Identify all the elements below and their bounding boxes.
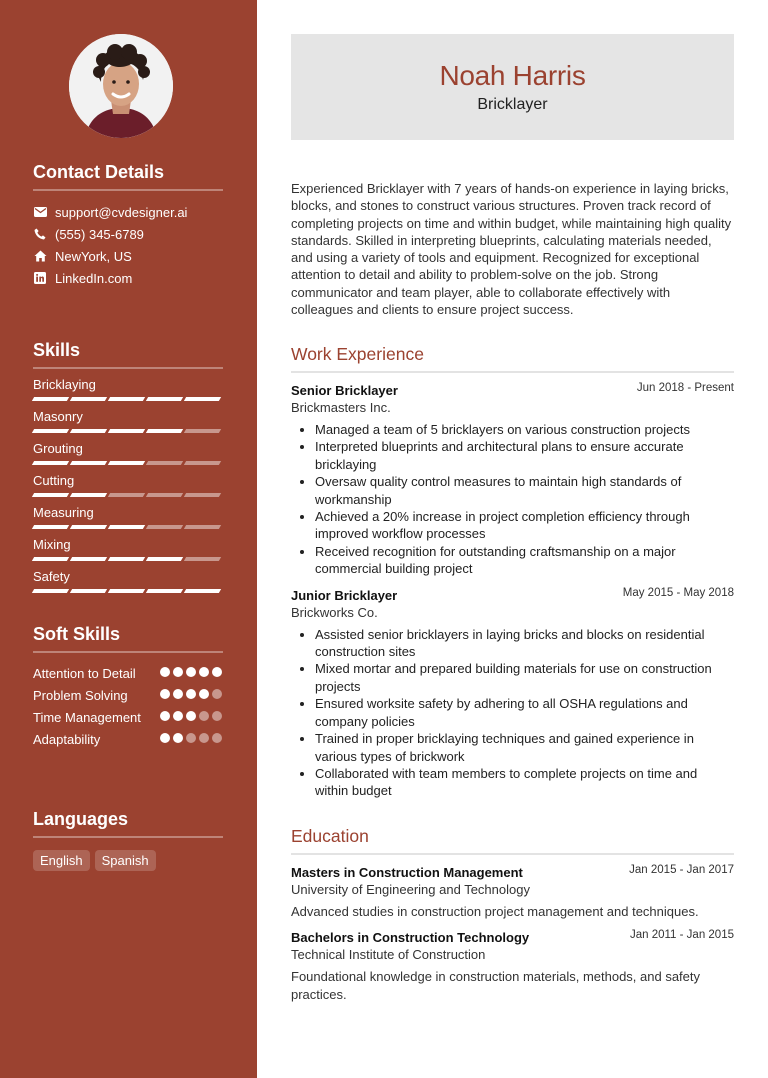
soft-skill-rating bbox=[160, 733, 222, 743]
contact-linkedin[interactable] bbox=[33, 267, 223, 289]
skill-level-segment bbox=[184, 461, 221, 465]
contact-email-text: support@cvdesigner.ai bbox=[55, 204, 188, 220]
skill-level-segment bbox=[32, 429, 69, 433]
skills-heading: Skills bbox=[33, 340, 223, 369]
skill-level-segment bbox=[184, 493, 221, 497]
skill-level-segment bbox=[70, 461, 107, 465]
job-title: Junior Bricklayer bbox=[291, 587, 398, 603]
envelope-icon bbox=[33, 207, 47, 217]
skill-level-segment bbox=[32, 397, 69, 401]
skill-level-segment bbox=[108, 429, 145, 433]
job-bullet: • Oversaw quality control measures to maintain high standards of workmanship bbox=[315, 473, 734, 508]
skill-level-segment bbox=[70, 397, 107, 401]
skill-row bbox=[33, 473, 223, 505]
rating-dot bbox=[212, 667, 222, 677]
skills-section bbox=[33, 340, 223, 601]
job-date: Jun 2018 - Present bbox=[636, 382, 734, 394]
skill-row bbox=[33, 441, 223, 473]
education-heading: Education bbox=[291, 826, 734, 855]
contact-section bbox=[33, 162, 223, 289]
rating-dot bbox=[186, 689, 196, 699]
contact-location bbox=[33, 245, 223, 267]
rating-dot bbox=[160, 711, 170, 721]
rating-dot bbox=[212, 711, 222, 721]
contact-location-text: NewYork, US bbox=[55, 248, 132, 264]
job-entry bbox=[291, 382, 734, 578]
job-bullet: • Collaborated with team members to complete projects on time and within budget bbox=[315, 765, 734, 800]
job-bullet: • Received recognition for outstanding craftsmanship on a major commercial building project bbox=[315, 543, 734, 578]
skill-level-bars bbox=[33, 493, 220, 497]
skill-level-segment bbox=[146, 589, 183, 593]
skill-name: Grouting bbox=[33, 441, 83, 456]
skill-level-segment bbox=[70, 589, 107, 593]
education-description: Foundational knowledge in construction materials, methods, and safety practices. bbox=[291, 969, 701, 1002]
skill-name: Mixing bbox=[33, 537, 71, 552]
skill-row bbox=[33, 505, 223, 537]
skill-level-segment bbox=[70, 493, 107, 497]
education-section bbox=[291, 826, 734, 1003]
home-icon bbox=[33, 250, 47, 262]
skill-level-bars bbox=[33, 525, 220, 529]
skill-level-segment bbox=[184, 525, 221, 529]
contact-email[interactable] bbox=[33, 201, 223, 223]
skill-level-segment bbox=[146, 493, 183, 497]
languages-heading: Languages bbox=[33, 809, 223, 838]
soft-skill-name: Adaptability bbox=[33, 732, 101, 747]
skill-level-bars bbox=[33, 461, 220, 465]
skill-level-segment bbox=[184, 397, 221, 401]
skill-row bbox=[33, 569, 223, 601]
skill-level-segment bbox=[146, 461, 183, 465]
rating-dot bbox=[173, 667, 183, 677]
job-company: Brickworks Co. bbox=[291, 604, 378, 620]
rating-dot bbox=[160, 689, 170, 699]
rating-dot bbox=[186, 667, 196, 677]
rating-dot bbox=[160, 667, 170, 677]
degree-title: Masters in Construction Management bbox=[291, 865, 523, 880]
skill-level-segment bbox=[32, 557, 69, 561]
skill-name: Cutting bbox=[33, 473, 75, 488]
avatar-photo bbox=[69, 34, 173, 138]
skill-level-bars bbox=[33, 589, 220, 593]
skill-level-segment bbox=[70, 557, 107, 561]
soft-skill-rating bbox=[160, 667, 222, 677]
language-tag: Spanish bbox=[95, 850, 156, 871]
job-company: Brickmasters Inc. bbox=[291, 400, 391, 415]
education-entry bbox=[291, 929, 734, 1003]
education-date: Jan 2015 - Jan 2017 bbox=[629, 864, 734, 876]
soft-skill-name: Problem Solving bbox=[33, 688, 128, 703]
rating-dot bbox=[212, 733, 222, 743]
skill-level-segment bbox=[108, 589, 145, 593]
job-bullet: • Trained in proper bricklaying techniques and gained experience in various types of brickwork bbox=[315, 730, 734, 765]
skill-level-segment bbox=[108, 461, 145, 465]
language-tag: English bbox=[33, 850, 90, 871]
job-entry bbox=[291, 587, 734, 800]
skill-row bbox=[33, 377, 223, 409]
skill-level-bars bbox=[33, 429, 220, 433]
rating-dot bbox=[199, 689, 209, 699]
job-bullet: • Interpreted blueprints and architectural plans to ensure accurate bricklaying bbox=[315, 438, 734, 473]
soft-skill-name: Time Management bbox=[33, 710, 141, 725]
job-bullet: • Achieved a 20% increase in project completion efficiency through improved workflow processes bbox=[315, 508, 734, 543]
soft-skills-section bbox=[33, 624, 223, 753]
rating-dot bbox=[199, 733, 209, 743]
skill-level-segment bbox=[32, 493, 69, 497]
job-bullet: • Ensured worksite safety by adhering to all OSHA regulations and company policies bbox=[315, 695, 734, 730]
profile-summary: Experienced Bricklayer with 7 years of hands-on experience in laying bricks, blocks, and stones to construct various structures. Proven track record of completing projects on time and within budget, while maintaining high quality standards. Skilled in interpreting blueprints, calculating materials needed, and using a variety of tools and equipment. Recognized for exceptional attention to detail and ability to problem-solve on the job. Strong communicator and team player, able to collaborate effectively with colleagues and clients to ensure project success. bbox=[291, 181, 732, 318]
rating-dot bbox=[186, 711, 196, 721]
job-bullet: • Managed a team of 5 bricklayers on various construction projects bbox=[315, 421, 734, 438]
candidate-name: Noah Harris bbox=[439, 60, 586, 91]
soft-skill-rating bbox=[160, 689, 222, 699]
skill-name: Bricklaying bbox=[33, 377, 96, 392]
work-experience-heading: Work Experience bbox=[291, 344, 734, 373]
job-bullets bbox=[291, 626, 734, 800]
skill-level-segment bbox=[184, 557, 221, 561]
rating-dot bbox=[160, 733, 170, 743]
skill-level-segment bbox=[70, 429, 107, 433]
phone-icon bbox=[33, 228, 47, 240]
skill-row bbox=[33, 537, 223, 569]
job-date: May 2015 - May 2018 bbox=[622, 586, 734, 599]
skill-row bbox=[33, 409, 223, 441]
soft-skills-heading: Soft Skills bbox=[33, 624, 223, 653]
job-bullet: • Mixed mortar and prepared building materials for use on construction projects bbox=[315, 660, 734, 695]
skill-level-segment bbox=[70, 525, 107, 529]
skill-level-segment bbox=[146, 429, 183, 433]
rating-dot bbox=[173, 711, 183, 721]
avatar bbox=[69, 34, 173, 138]
skill-name: Masonry bbox=[33, 409, 83, 424]
education-date: Jan 2011 - Jan 2015 bbox=[629, 929, 734, 942]
degree-title: Bachelors in Construction Technology bbox=[291, 930, 530, 946]
rating-dot bbox=[199, 711, 209, 721]
contact-phone[interactable] bbox=[33, 223, 223, 245]
school-name: Technical Institute of Construction bbox=[291, 947, 486, 963]
job-title: Senior Bricklayer bbox=[291, 383, 398, 398]
skill-level-segment bbox=[108, 525, 145, 529]
soft-skill-row bbox=[33, 665, 223, 682]
skill-level-segment bbox=[32, 589, 69, 593]
soft-skill-rating bbox=[160, 711, 222, 721]
skill-name: Safety bbox=[33, 569, 70, 584]
job-bullet: • Assisted senior bricklayers in laying bricks and blocks on residential construction sites bbox=[315, 626, 734, 661]
skill-level-segment bbox=[108, 397, 145, 401]
rating-dot bbox=[173, 733, 183, 743]
skill-level-segment bbox=[184, 429, 221, 433]
contact-phone-text: (555) 345-6789 bbox=[55, 226, 144, 242]
skill-level-segment bbox=[108, 493, 145, 497]
education-description: Advanced studies in construction project management and techniques. bbox=[291, 904, 699, 919]
rating-dot bbox=[199, 667, 209, 677]
education-entry bbox=[291, 864, 734, 920]
job-bullets bbox=[291, 421, 734, 578]
candidate-title: Bricklayer bbox=[477, 96, 548, 113]
skill-level-segment bbox=[146, 525, 183, 529]
skill-level-bars bbox=[33, 557, 220, 561]
resume-header bbox=[291, 34, 734, 140]
skill-level-segment bbox=[146, 397, 183, 401]
soft-skill-name: Attention to Detail bbox=[33, 666, 136, 681]
skill-level-segment bbox=[108, 557, 145, 561]
skill-level-segment bbox=[32, 461, 69, 465]
soft-skill-row bbox=[33, 731, 223, 748]
sidebar bbox=[0, 0, 257, 1078]
skill-level-bars bbox=[33, 397, 220, 401]
rating-dot bbox=[212, 689, 222, 699]
skill-level-segment bbox=[32, 525, 69, 529]
contact-linkedin-text: LinkedIn.com bbox=[55, 270, 133, 286]
rating-dot bbox=[173, 689, 183, 699]
skill-level-segment bbox=[184, 589, 221, 593]
skill-name: Measuring bbox=[33, 505, 94, 520]
soft-skill-row bbox=[33, 709, 223, 726]
skill-level-segment bbox=[146, 557, 183, 561]
languages-section bbox=[33, 809, 223, 871]
linkedin-icon bbox=[33, 272, 47, 284]
work-experience-section bbox=[291, 344, 734, 800]
contact-heading: Contact Details bbox=[33, 162, 223, 191]
school-name: University of Engineering and Technology bbox=[291, 882, 530, 897]
soft-skill-row bbox=[33, 687, 223, 704]
rating-dot bbox=[186, 733, 196, 743]
